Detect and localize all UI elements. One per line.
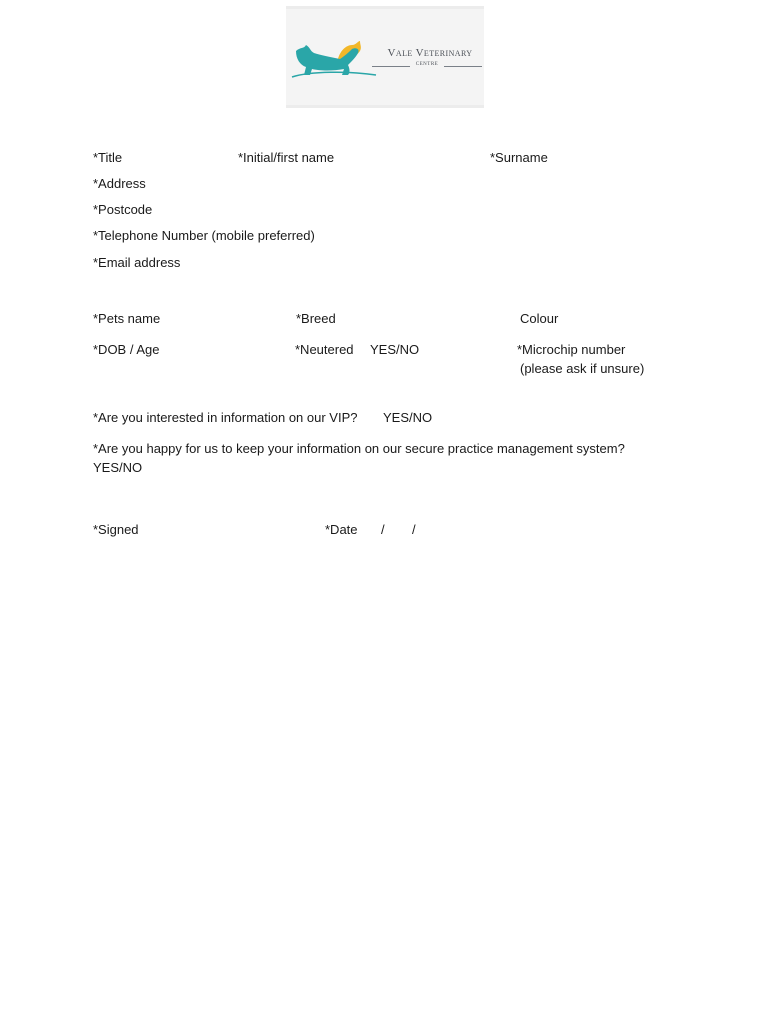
logo-wordmark: Vale Veterinary — [387, 47, 473, 59]
microchip-label: *Microchip number — [517, 342, 626, 357]
vip-question: *Are you interested in information on our VIP? — [93, 410, 358, 425]
dob-label: *DOB / Age — [93, 342, 160, 357]
consent-question: *Are you happy for us to keep your information on our secure practice management system? — [93, 441, 625, 456]
date-separator: / — [412, 522, 416, 537]
date-label: *Date — [325, 522, 358, 537]
neutered-label: *Neutered — [295, 342, 354, 357]
pets-name-label: *Pets name — [93, 311, 161, 326]
consent-options: YES/NO — [93, 460, 143, 475]
postcode-label: *Postcode — [93, 202, 153, 217]
first-name-label: *Initial/first name — [238, 150, 335, 165]
vip-options: YES/NO — [383, 410, 433, 425]
logo — [286, 6, 484, 108]
colour-label: Colour — [520, 311, 559, 326]
breed-label: *Breed — [296, 311, 336, 326]
address-label: *Address — [93, 176, 146, 191]
dog-cat-logo-icon — [290, 37, 378, 81]
email-label: *Email address — [93, 255, 181, 270]
surname-label: *Surname — [490, 150, 548, 165]
signed-label: *Signed — [93, 522, 139, 537]
title-label: *Title — [93, 150, 123, 165]
neutered-options: YES/NO — [370, 342, 420, 357]
date-separator: / — [381, 522, 385, 537]
microchip-hint: (please ask if unsure) — [520, 361, 645, 376]
telephone-label: *Telephone Number (mobile preferred) — [93, 228, 315, 243]
logo-subtitle: CENTRE — [372, 61, 482, 71]
